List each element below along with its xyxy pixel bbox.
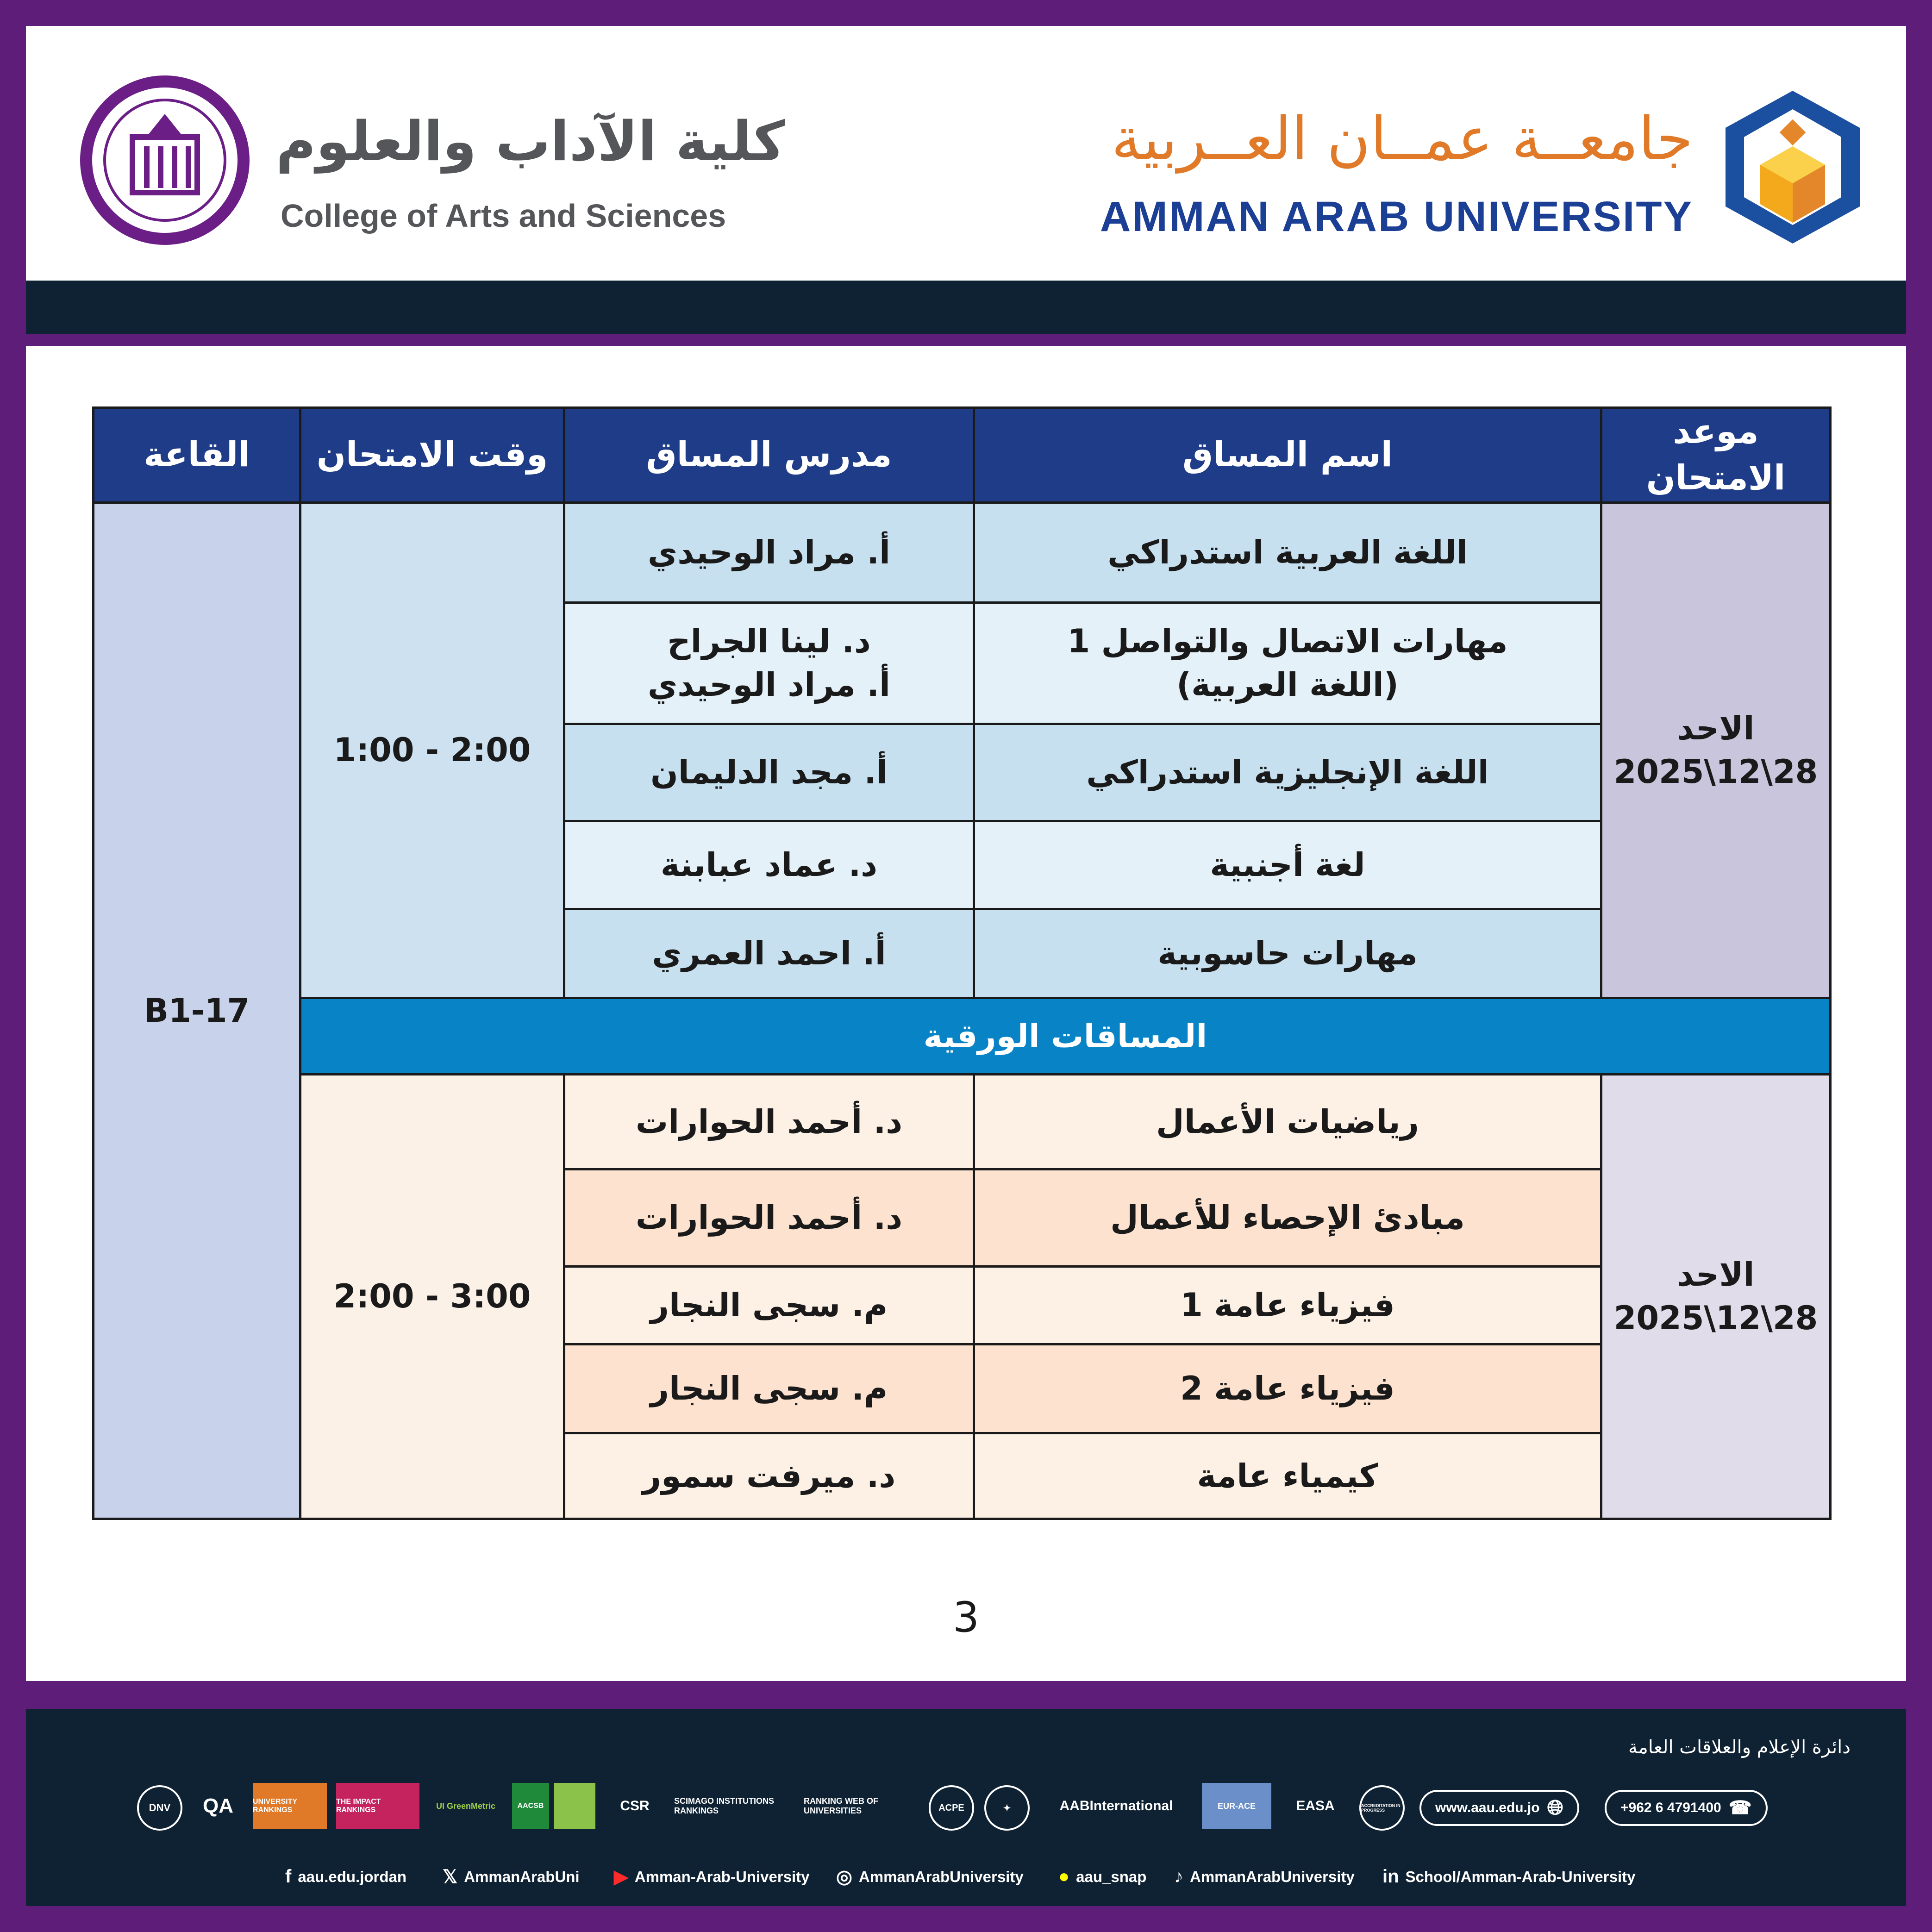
scimago-badge-icon: SCIMAGO INSTITUTIONS RANKINGS: [674, 1796, 774, 1815]
easa-badge-icon: EASA: [1296, 1798, 1335, 1813]
header-room: القاعة: [94, 408, 300, 503]
instructor-name: أ. مجد الدليمان: [564, 724, 974, 821]
business-alliance-badge-icon: [554, 1783, 595, 1829]
course-name: فيزياء عامة 2: [974, 1344, 1601, 1433]
university-rankings-badge-icon: UNIVERSITY RANKINGS: [253, 1783, 327, 1829]
college-logo-icon: [77, 72, 253, 248]
table-row: [94, 1074, 1831, 1169]
eur-ace-badge-icon: EUR-ACE: [1202, 1783, 1271, 1829]
seal-badge-icon: ✦: [984, 1785, 1030, 1831]
table-header-row: [94, 408, 1831, 503]
qa-badge-icon: QA: [203, 1794, 233, 1817]
header: [26, 26, 1906, 281]
instructor-name: د. ميرفت سمور: [564, 1433, 974, 1519]
webometrics-badge-icon: RANKING WEB OF UNIVERSITIES: [804, 1796, 878, 1815]
instructor-name: د. عماد عبابنة: [564, 821, 974, 909]
exam-time: [300, 1074, 564, 1519]
header-accent-band: [26, 334, 1906, 346]
page-frame: [26, 26, 1906, 1906]
social-links: [26, 1866, 1906, 1894]
exam-time-text: 2:00 - 3:00: [333, 1277, 531, 1316]
x-icon: 𝕏: [443, 1867, 458, 1887]
instructor-name: م. سجى النجار: [564, 1344, 974, 1433]
phone-text: +962 6 4791400: [1620, 1800, 1721, 1815]
website-link[interactable]: [1419, 1790, 1579, 1826]
header-course: اسم المساق: [974, 408, 1601, 503]
snapchat-link[interactable]: [1058, 1866, 1146, 1887]
phone-link[interactable]: [1605, 1790, 1768, 1826]
exam-schedule-table: [92, 406, 1832, 1520]
footer-accent-band: [26, 1681, 1906, 1709]
table-row: [94, 502, 1831, 602]
university-name-english: AMMAN ARAB UNIVERSITY: [1100, 193, 1693, 240]
linkedin-handle: School/Amman-Arab-University: [1405, 1868, 1636, 1885]
the-impact-rankings-badge-icon: THE IMPACT RANKINGS: [336, 1783, 419, 1829]
course-name: مبادئ الإحصاء للأعمال: [974, 1169, 1601, 1266]
exam-time: [300, 502, 564, 998]
linkedin-icon: in: [1382, 1866, 1399, 1887]
aacsb-badge-icon: AACSB: [512, 1783, 549, 1829]
course-name-line2: (اللغة العربية): [1176, 666, 1399, 704]
exam-date-cell: [1601, 1074, 1831, 1519]
dnv-badge-icon: DNV: [137, 1785, 182, 1831]
exam-time-text: 1:00 - 2:00: [333, 731, 531, 769]
exam-date-cell: [1601, 502, 1831, 998]
course-name: لغة أجنبية: [974, 821, 1601, 909]
aab-international-badge-icon: AABInternational: [1059, 1798, 1173, 1813]
snapchat-icon: ●: [1058, 1866, 1070, 1887]
instructor-line1: د. لينا الجراح: [667, 622, 871, 660]
exam-date: 2025\12\28: [1613, 1299, 1818, 1338]
facebook-handle: aau.edu.jordan: [298, 1868, 407, 1885]
instructor-name: [564, 602, 974, 724]
college-name-arabic: كلية الآداب والعلوم: [276, 109, 785, 173]
instructor-name: م. سجى النجار: [564, 1266, 974, 1344]
instructor-name: د. أحمد الحوارات: [564, 1169, 974, 1266]
instructor-name: د. أحمد الحوارات: [564, 1074, 974, 1169]
youtube-link[interactable]: [614, 1866, 810, 1888]
instagram-handle: AmmanArabUniversity: [858, 1868, 1024, 1885]
section-row: [94, 998, 1831, 1074]
header-divider-band: [26, 281, 1906, 334]
course-name: [974, 602, 1601, 724]
exam-day: الاحد: [1677, 709, 1755, 747]
header-instructor: مدرس المساق: [564, 408, 974, 503]
website-text: www.aau.edu.jo: [1435, 1800, 1540, 1815]
course-name-line1: مهارات الاتصال والتواصل 1: [1067, 622, 1508, 660]
linkedin-link[interactable]: [1382, 1866, 1635, 1887]
exam-room: B1-17: [94, 502, 300, 1519]
facebook-link[interactable]: [285, 1866, 406, 1887]
course-name: رياضيات الأعمال: [974, 1074, 1601, 1169]
instagram-link[interactable]: [836, 1866, 1024, 1888]
greenmetric-badge-icon: UI GreenMetric: [436, 1801, 496, 1811]
course-name: مهارات حاسوبية: [974, 909, 1601, 998]
section-label: المساقات الورقية: [300, 998, 1831, 1074]
course-name: اللغة الإنجليزية استدراكي: [974, 724, 1601, 821]
footer: [26, 1709, 1906, 1906]
youtube-handle: Amman-Arab-University: [634, 1868, 810, 1885]
phone-icon: ☎: [1728, 1798, 1752, 1818]
header-time: وقت الامتحان: [300, 408, 564, 503]
tiktok-handle: AmmanArabUniversity: [1190, 1868, 1355, 1885]
instructor-line2: أ. مراد الوحيدي: [648, 666, 890, 704]
university-name-arabic: جامعــة عمــان العــربية: [1111, 105, 1693, 174]
instructor-name: أ. احمد العمري: [564, 909, 974, 998]
instructor-name: أ. مراد الوحيدي: [564, 502, 974, 602]
snapchat-handle: aau_snap: [1076, 1868, 1147, 1885]
instagram-icon: ◎: [836, 1867, 852, 1887]
university-logo-icon: [1726, 91, 1860, 244]
accreditation-badges: [137, 1783, 1822, 1834]
tiktok-icon: ♪: [1174, 1866, 1183, 1887]
exam-day: الاحد: [1677, 1255, 1755, 1294]
department-name: دائرة الإعلام والعلاقات العامة: [1628, 1737, 1851, 1758]
accreditation-in-progress-badge-icon: ACCREDITATION IN PROGRESS: [1359, 1785, 1405, 1831]
course-name: فيزياء عامة 1: [974, 1266, 1601, 1344]
course-name: كيمياء عامة: [974, 1433, 1601, 1519]
csr-badge-icon: CSR: [620, 1798, 650, 1813]
course-name: اللغة العربية استدراكي: [974, 502, 1601, 602]
page-number: 3: [952, 1593, 980, 1642]
header-date: موعد الامتحان: [1601, 408, 1831, 503]
x-handle: AmmanArabUni: [464, 1868, 580, 1885]
exam-date: 2025\12\28: [1613, 753, 1818, 791]
globe-icon: 🌐︎: [1547, 1796, 1563, 1819]
youtube-icon: ▶: [614, 1867, 628, 1887]
college-name-english: College of Arts and Sciences: [281, 198, 726, 234]
acpe-badge-icon: ACPE: [929, 1785, 974, 1831]
x-link[interactable]: [443, 1866, 580, 1888]
facebook-icon: f: [285, 1866, 292, 1887]
tiktok-link[interactable]: [1174, 1866, 1355, 1887]
